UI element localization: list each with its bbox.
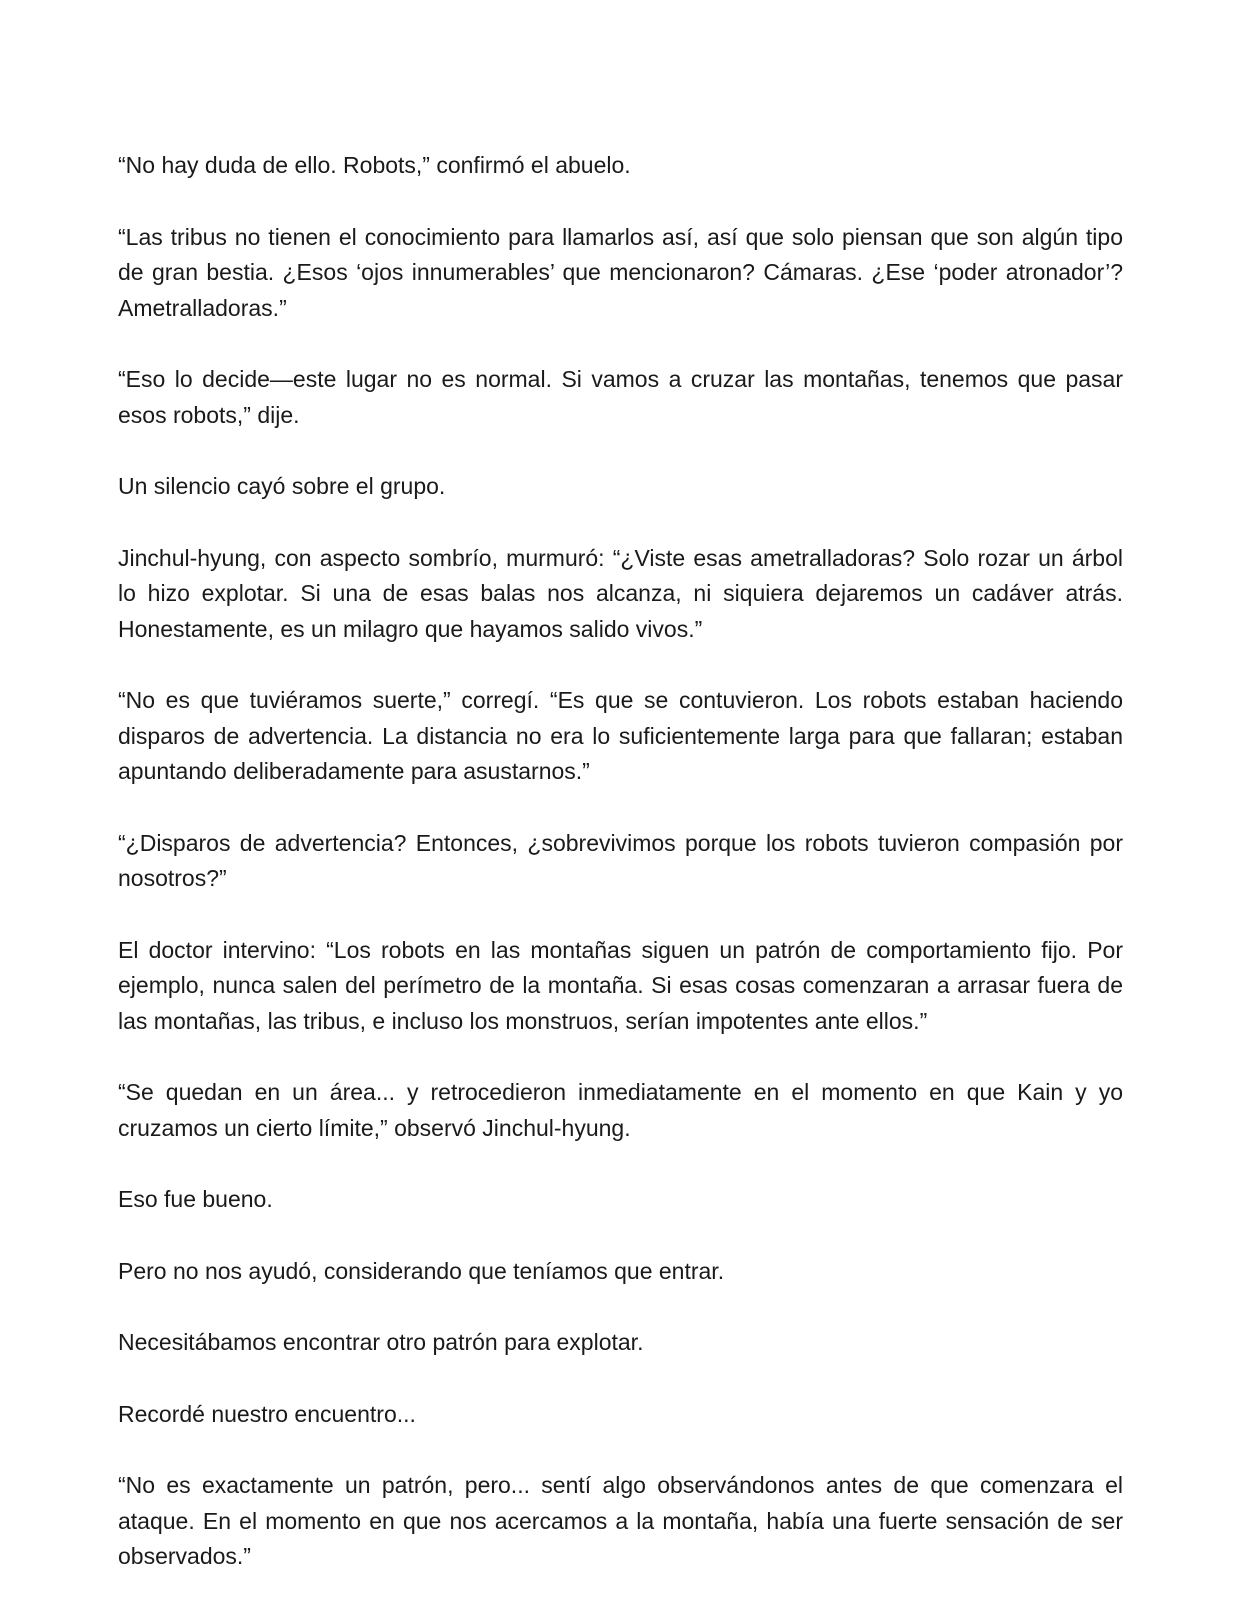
paragraph-7: “¿Disparos de advertencia? Entonces, ¿sobrevivimos porque los robots tuvieron compasión por nosotros?”: [118, 829, 1123, 891]
paragraph-8: El doctor intervino: “Los robots en las montañas siguen un patrón de comportamiento fijo. Por ejemplo, nunca salen del perímetro de la montaña. Si esas cosas comenzaran a arrasar fuera de las montañas, las tribus, e incluso los monstruos, serían impotentes ante ellos.”: [118, 936, 1123, 1034]
paragraph-6: “No es que tuviéramos suerte,” corregí. “Es que se contuvieron. Los robots estaban haciendo disparos de advertencia. La distancia no era lo suficientemente larga para que fallaran; estaban apuntando deliberadamente para asustarnos.”: [118, 687, 1123, 784]
paragraph-14: “No es exactamente un patrón, pero... sentí algo observándonos antes de que comenzara el ataque. En el momento en que nos acercamos a la montaña, había una fuerte sensación de ser observados.”: [118, 1472, 1123, 1569]
paragraph-10: Eso fue bueno.: [118, 1186, 273, 1212]
paragraph-3: “Eso lo decide—este lugar no es normal. Si vamos a cruzar las montañas, tenemos que pasar esos robots,” dije.: [118, 366, 1123, 428]
paragraph-1: “No hay duda de ello. Robots,” confirmó el abuelo.: [118, 152, 631, 178]
paragraph-13: Recordé nuestro encuentro...: [118, 1400, 416, 1427]
paragraph-4: Un silencio cayó sobre el grupo.: [118, 473, 446, 499]
paragraph-5: Jinchul-hyung, con aspecto sombrío, murmuró: “¿Viste esas ametralladoras? Solo rozar un árbol lo hizo explotar. Si una de esas balas nos alcanza, ni siquiera dejaremos un cadáver atrás. Honestamente, es un milagro que hayamos salido vivos.”: [118, 544, 1123, 642]
paragraph-12: Necesitábamos encontrar otro patrón para explotar.: [118, 1329, 644, 1355]
document-page: [118, 148, 1123, 1611]
paragraph-2: “Las tribus no tienen el conocimiento para llamarlos así, así que solo piensan que son algún tipo de gran bestia. ¿Esos ‘ojos innumerables’ que mencionaron? Cámaras. ¿Ese ‘poder atronador’? Ametralladoras.”: [118, 223, 1123, 321]
paragraph-11: Pero no nos ayudó, considerando que teníamos que entrar.: [118, 1257, 725, 1284]
paragraph-9: “Se quedan en un área... y retrocedieron inmediatamente en el momento en que Kain y yo cruzamos un cierto límite,” observó Jinchul-hyung.: [118, 1079, 1123, 1141]
